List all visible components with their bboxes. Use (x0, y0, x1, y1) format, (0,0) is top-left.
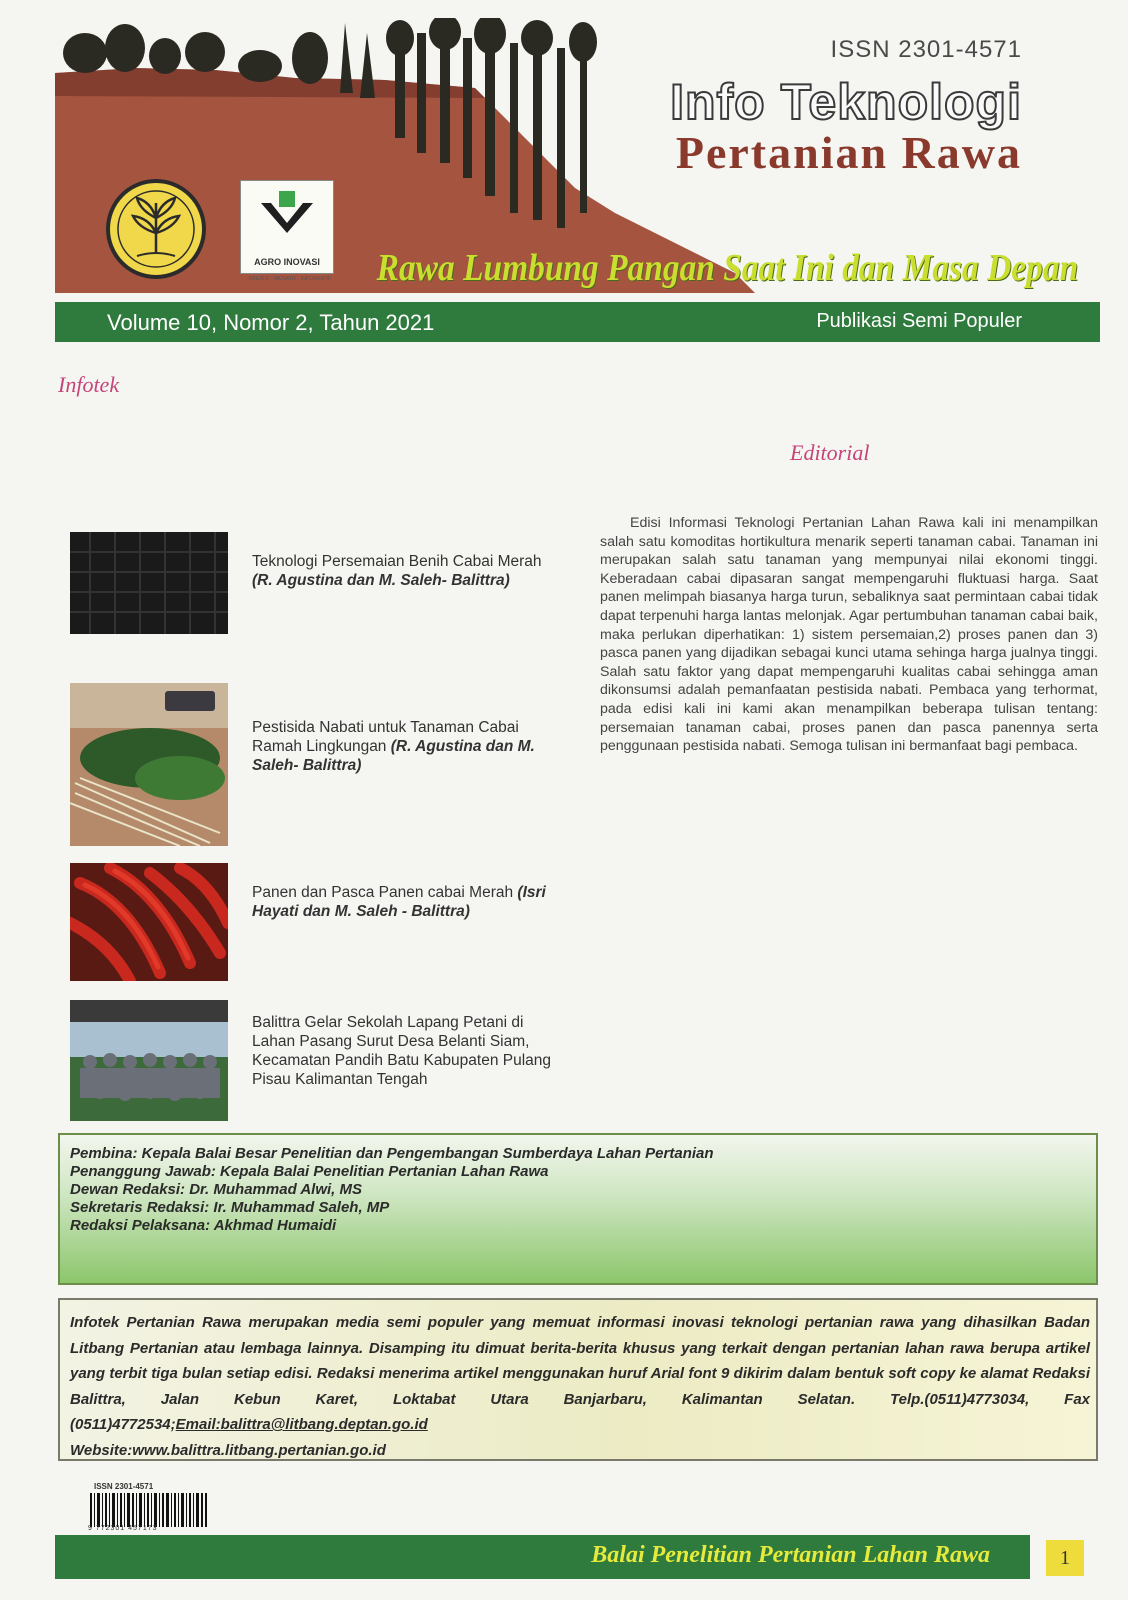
website-link[interactable]: Website:www.balittra.litbang.pertanian.go.id (70, 1441, 386, 1459)
toc-text-3: Panen dan Pasca Panen cabai Merah (Isri Hayati dan M. Saleh - Balittra) (252, 884, 546, 920)
volume-bar (55, 302, 1100, 342)
botanical-pesticide-photo (70, 683, 228, 846)
volume-info: Volume 10, Nomor 2, Tahun 2021 (107, 310, 435, 335)
agro-inovasi-sub: KREATIF · INOVATIF · INFORMATIF (248, 276, 332, 282)
toc-text-1: Teknologi Persemaian Benih Cabai Merah (R. Agustina dan M. Saleh- Balittra) (252, 553, 542, 589)
seedling-tray-photo (70, 532, 228, 634)
page-number: 1 (1046, 1540, 1084, 1576)
agro-inovasi-logo (240, 180, 334, 274)
section-label-infotek: Infotek (58, 372, 120, 397)
masthead (55, 18, 1100, 303)
publication-info: Infotek Pertanian Rawa merupakan media semi populer yang memuat informasi inovasi teknologi pertanian rawa yang dihasilkan Badan Litbang Pertanian atau lembaga lainnya. Disamping itu dimuat berita-berita khusus yang terkait dengan pertanian lahan rawa berupa artikel yang terbit tiga bulan setiap edisi. Redaksi menerima artikel menggunakan huruf Arial font 9 dikirim dalam bentuk soft copy ke alamat Redaksi Balittra, Jalan Kebun Karet, Loktabat Utara Banjarbaru, Kalimantan Selatan. Telp.(0511)4773034, Fax (0511)4772534;Email:balittra@litbang.deptan.go.id Website:www.balittra.litbang.pertanian.go.id (70, 1314, 1090, 1459)
publication-info-box (58, 1298, 1098, 1461)
toc-item-4[interactable] (70, 1000, 560, 1125)
barcode-issn: ISSN 2301-4571 (94, 1482, 154, 1491)
tagline: Rawa Lumbung Pangan Saat Ini dan Masa Depan (376, 247, 1078, 289)
email-link[interactable]: Email:balittra@litbang.deptan.go.id (175, 1416, 428, 1433)
board-pembina: Pembina: Kepala Balai Besar Penelitian dan Pengembangan Sumberdaya Lahan Pertanian (70, 1145, 714, 1162)
footer-bar (55, 1535, 1030, 1579)
agro-inovasi-text: AGRO INOVASI (254, 257, 320, 267)
toc-text-4: Balittra Gelar Sekolah Lapang Petani di Lahan Pasang Surut Desa Belanti Siam, Kecamatan Pandih Batu Kabupaten Pulang Pisau Kalimantan Tengah (252, 1014, 552, 1088)
toc-item-1[interactable] (70, 532, 560, 637)
government-emblem-icon (108, 181, 204, 277)
publication-type: Publikasi Semi Populer (816, 310, 1022, 332)
board-sekretaris: Sekretaris Redaksi: Ir. Muhammad Saleh, MP (70, 1199, 390, 1216)
barcode-digits: 9 772301 457173 (88, 1525, 158, 1532)
toc-item-3[interactable] (70, 863, 560, 983)
toc-text-2: Pestisida Nabati untuk Tanaman Cabai Ramah Lingkungan (R. Agustina dan M. Saleh- Balittra) (252, 719, 535, 774)
masthead-subtitle: Pertanian Rawa (675, 127, 1022, 178)
board-dewan-redaksi: Dewan Redaksi: Dr. Muhammad Alwi, MS (70, 1181, 363, 1198)
toc-item-2[interactable] (70, 683, 560, 848)
editorial-board-box (58, 1133, 1098, 1285)
barcode (88, 1484, 213, 1534)
field-school-group-photo (70, 1000, 228, 1121)
section-label-editorial: Editorial (790, 440, 870, 465)
red-chili-photo (70, 863, 228, 981)
barcode-icon (88, 1493, 210, 1527)
agro-inovasi-icon (241, 181, 333, 251)
footer-institution: Balai Penelitian Pertanian Lahan Rawa (591, 1542, 990, 1568)
masthead-title: Info Teknologi (670, 74, 1022, 130)
editorial-body: Edisi Informasi Teknologi Pertanian Lahan Rawa kali ini menampilkan salah satu komoditas hortikultura menarik seperti tanaman cabai. Tanaman ini merupakan salah satu tanaman yang mempunyai nilai ekonomi tinggi. Keberadaan cabai dipasaran sangat mempengaruhi fluktuasi harga. Saat panen melimpah biasanya harga turun, sebaliknya saat permintaan cabai tidak dapat terpenuhi harga lantas melonjak. Agar pertumbuhan tanaman cabai baik, maka perlukan diperhatikan: 1) sistem persemaian,2) proses panen dan 3) pasca panen yang dijadikan sebagai kunci utama sehinga harga jualnya tinggi. Salah satu faktor yang dapat mempengaruhi kualitas cabai sehingga aman dikonsumsi adalah pemanfaatan pestisida nabati. Pembaca yang terhormat, pada edisi kali ini kami akan menampilkan beberapa tulisan tentang: persemaian tanaman cabai, proses panen dan pasca panennya serta penggunaan pestisida nabati. Semoga tulisan ini bermanfaat bagi pembaca. (600, 515, 1098, 755)
board-penanggung-jawab: Penanggung Jawab: Kepala Balai Penelitian Pertanian Lahan Rawa (70, 1163, 549, 1180)
issn-header: ISSN 2301-4571 (830, 36, 1022, 63)
board-pelaksana: Redaksi Pelaksana: Akhmad Humaidi (70, 1217, 337, 1234)
